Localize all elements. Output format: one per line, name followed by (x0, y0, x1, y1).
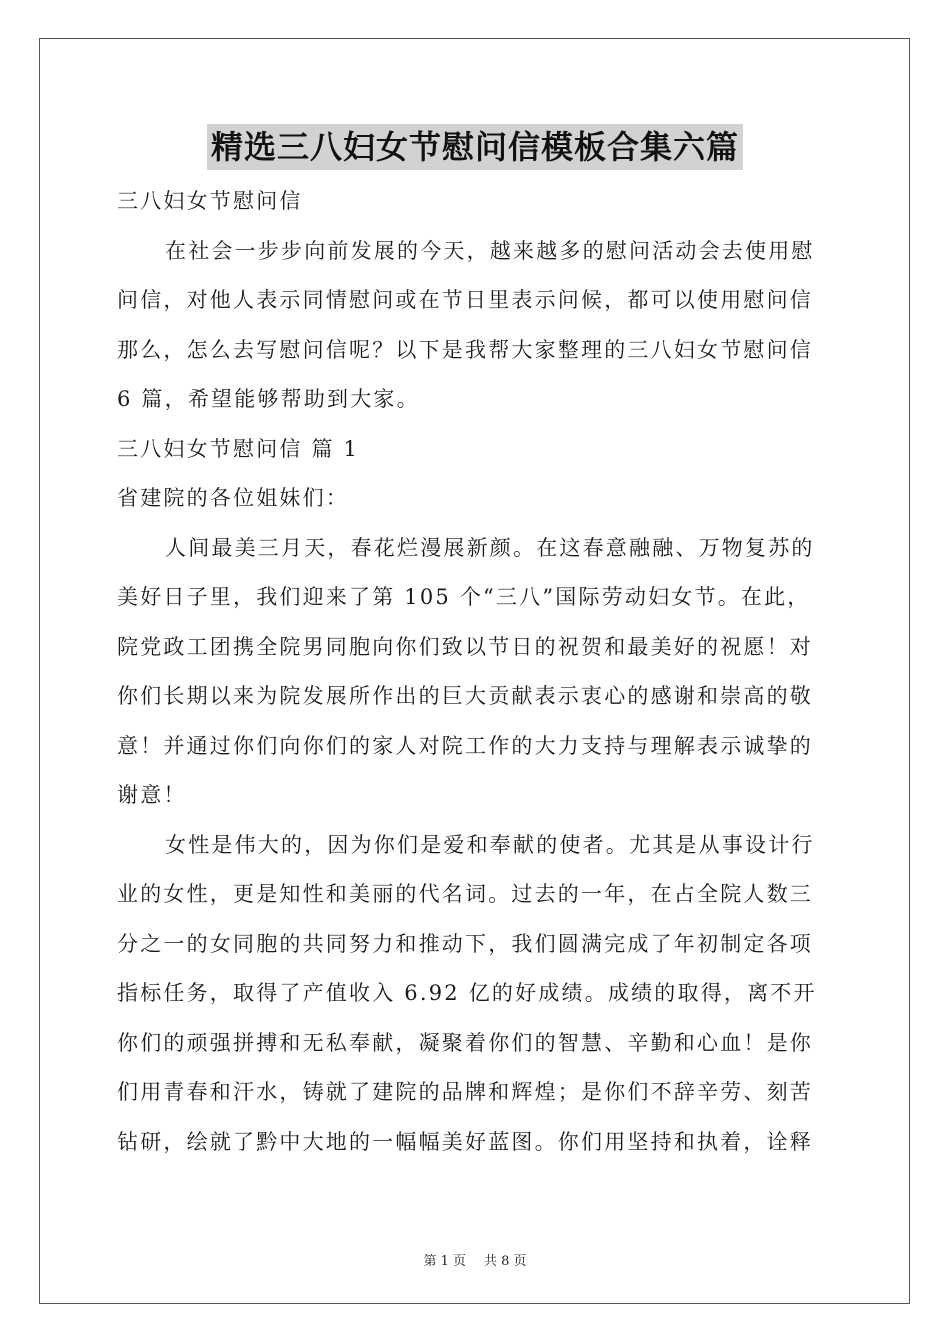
text-line: 那么，怎么去写慰问信呢？以下是我帮大家整理的三八妇女节慰问信 (117, 337, 813, 362)
page-total: 共 8 页 (484, 1254, 527, 1269)
text-line: 你们的顽强拼搏和无私奉献，凝聚着你们的智慧、辛勤和心血！是你 (117, 1030, 813, 1055)
text-line: 业的女性，更是知性和美丽的代名词。过去的一年，在占全院人数三 (117, 882, 813, 906)
page-footer (0, 1250, 950, 1269)
title-container (0, 124, 950, 170)
text-line: 钻研，绘就了黔中大地的一幅幅美好蓝图。你们用坚持和执着，诠释 (117, 1129, 813, 1154)
text-line: 指标任务，取得了产值收入 6.92 亿的好成绩。成绩的取得，离不开 (117, 981, 817, 1005)
text-line: 分之一的女同胞的共同努力和推动下，我们圆满完成了年初制定各项 (117, 931, 813, 956)
document-title: 精选三八妇女节慰问信模板合集六篇 (207, 124, 743, 170)
text-line: 谢意！ (117, 783, 187, 807)
document-body (117, 177, 833, 1167)
text-line: 6 篇，希望能够帮助到大家。 (117, 387, 420, 411)
text-line: 省建院的各位姐妹们： (117, 486, 349, 510)
page-number: 第 1 页 (423, 1254, 466, 1269)
text-line: 三八妇女节慰问信 篇 1 (117, 436, 360, 461)
text-line: 院党政工团携全院男同胞向你们致以节日的祝贺和最美好的祝愿！对 (117, 634, 813, 659)
text-line: 你们长期以来为院发展所作出的巨大贡献表示衷心的感谢和崇高的敬 (117, 684, 813, 708)
text-line: 人间最美三月天，春花烂漫展新颜。在这春意融融、万物复苏的 (165, 535, 815, 560)
text-line: 们用青春和汗水，铸就了建院的品牌和辉煌；是你们不辞辛劳、刻苦 (117, 1080, 813, 1104)
text-line: 意！并通过你们向你们的家人对院工作的大力支持与理解表示诚挚的 (117, 733, 813, 758)
text-line: 在社会一步步向前发展的今天，越来越多的慰问活动会去使用慰 (165, 238, 815, 263)
text-line: 三八妇女节慰问信 (117, 189, 303, 213)
text-line: 女性是伟大的，因为你们是爱和奉献的使者。尤其是从事设计行 (165, 832, 815, 857)
text-line: 问信，对他人表示同情慰问或在节日里表示问候，都可以使用慰问信 (117, 288, 813, 312)
text-line: 美好日子里，我们迎来了第 105 个“三八”国际劳动妇女节。在此， (117, 585, 811, 609)
